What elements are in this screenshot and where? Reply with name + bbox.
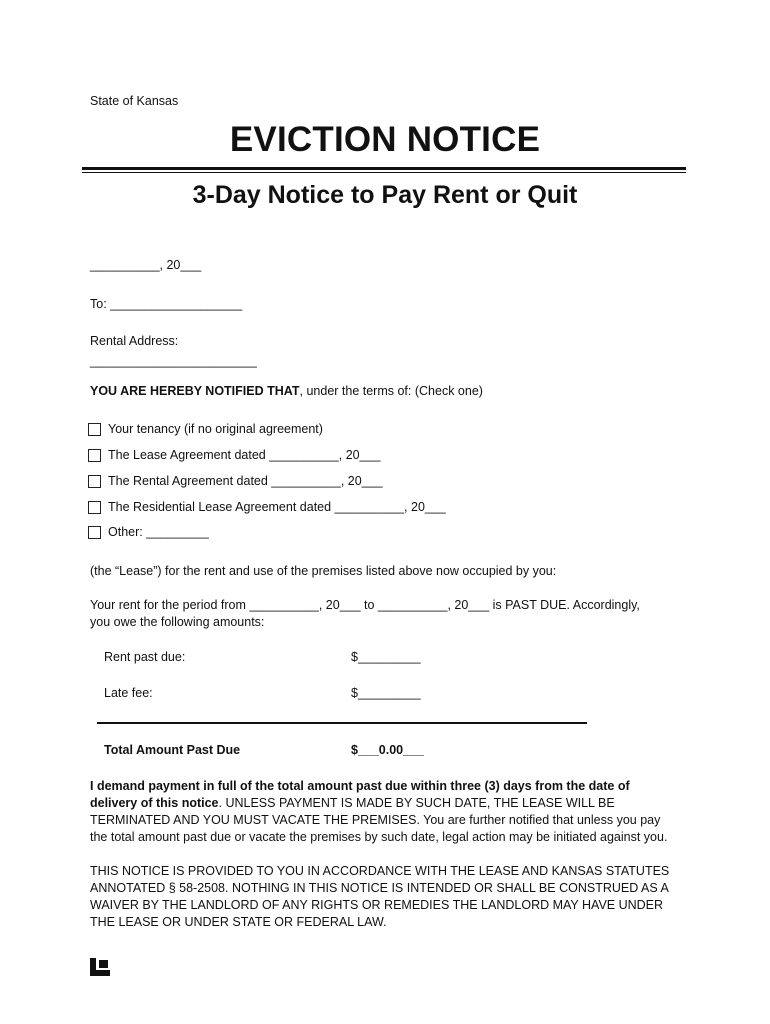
lease-definition: (the “Lease”) for the rent and use of the premises listed above now occupied by you: <box>90 564 557 578</box>
rental-address-field[interactable]: ________________________ <box>90 354 257 368</box>
rent-past-due-label: Rent past due: <box>104 650 186 664</box>
option-label: The Lease Agreement dated __________, 20___ <box>108 448 381 462</box>
option-label: The Rental Agreement dated __________, 20___ <box>108 474 383 488</box>
notice-lead-rest: , under the terms of: (Check one) <box>299 384 483 398</box>
option-label: Your tenancy (if no original agreement) <box>108 422 323 436</box>
legal-templates-logo-icon <box>90 958 110 976</box>
total-field[interactable] <box>351 743 424 757</box>
demand-paragraph <box>90 778 680 846</box>
option-other[interactable] <box>88 525 209 539</box>
option-rental-agreement[interactable] <box>88 474 383 488</box>
document-subtitle: 3-Day Notice to Pay Rent or Quit <box>192 181 578 209</box>
late-fee-label: Late fee: <box>104 686 153 700</box>
title-divider-thick <box>82 167 686 170</box>
checkbox[interactable] <box>88 526 101 539</box>
option-residential-lease[interactable] <box>88 500 446 514</box>
checkbox[interactable] <box>88 501 101 514</box>
rental-address-label: Rental Address: <box>90 334 179 348</box>
notice-lead <box>90 384 483 398</box>
total-amount: ___0.00___ <box>357 743 424 757</box>
rent-period-line1: Your rent for the period from __________, 20___ to __________, 20___ is PAST DUE. Accordingly, <box>90 598 640 612</box>
demand-rest: . UNLESS PAYMENT IS MADE BY SUCH DATE, THE LEASE WILL BE TERMINATED AND YOU MUST VACATE THE PREMISES. You are further notified that unless you pay the total amount past due or vacate the premises by such date, legal action may be initiated against you. <box>90 796 668 844</box>
date-field[interactable]: __________, 20___ <box>90 258 202 272</box>
option-label: The Residential Lease Agreement dated __________, 20___ <box>108 500 446 514</box>
checkbox[interactable] <box>88 449 101 462</box>
rent-past-due-field[interactable]: $_________ <box>351 650 421 664</box>
total-label: Total Amount Past Due <box>104 743 241 757</box>
notice-lead-bold: YOU ARE HEREBY NOTIFIED THAT <box>90 384 300 398</box>
rent-period-line2: you owe the following amounts: <box>90 615 265 629</box>
total-divider <box>97 722 587 724</box>
checkbox[interactable] <box>88 475 101 488</box>
state-label: State of Kansas <box>90 94 179 108</box>
statute-paragraph: THIS NOTICE IS PROVIDED TO YOU IN ACCORDANCE WITH THE LEASE AND KANSAS STATUTES ANNOTATED § 58-2508. NOTHING IN THIS NOTICE IS INTENDED OR SHALL BE CONSTRUED AS A WAIVER BY THE LANDLORD OF ANY RIGHTS OR REMEDIES THE LANDLORD MAY HAVE UNDER THE LEASE OR UNDER STATE OR FEDERAL LAW. <box>90 864 670 929</box>
total-currency: $ <box>351 743 358 757</box>
title-divider-thin <box>82 172 686 173</box>
to-field[interactable]: To: ___________________ <box>90 297 243 311</box>
option-label: Other: _________ <box>108 525 209 539</box>
document-title: EVICTION NOTICE <box>229 120 541 159</box>
option-tenancy[interactable] <box>88 422 323 436</box>
checkbox[interactable] <box>88 423 101 436</box>
option-lease-agreement[interactable] <box>88 448 380 462</box>
demand-bold: I demand payment in full of the total amount past due within three (3) days from the date of delivery of this notice <box>90 779 630 810</box>
late-fee-field[interactable]: $_________ <box>351 686 421 700</box>
